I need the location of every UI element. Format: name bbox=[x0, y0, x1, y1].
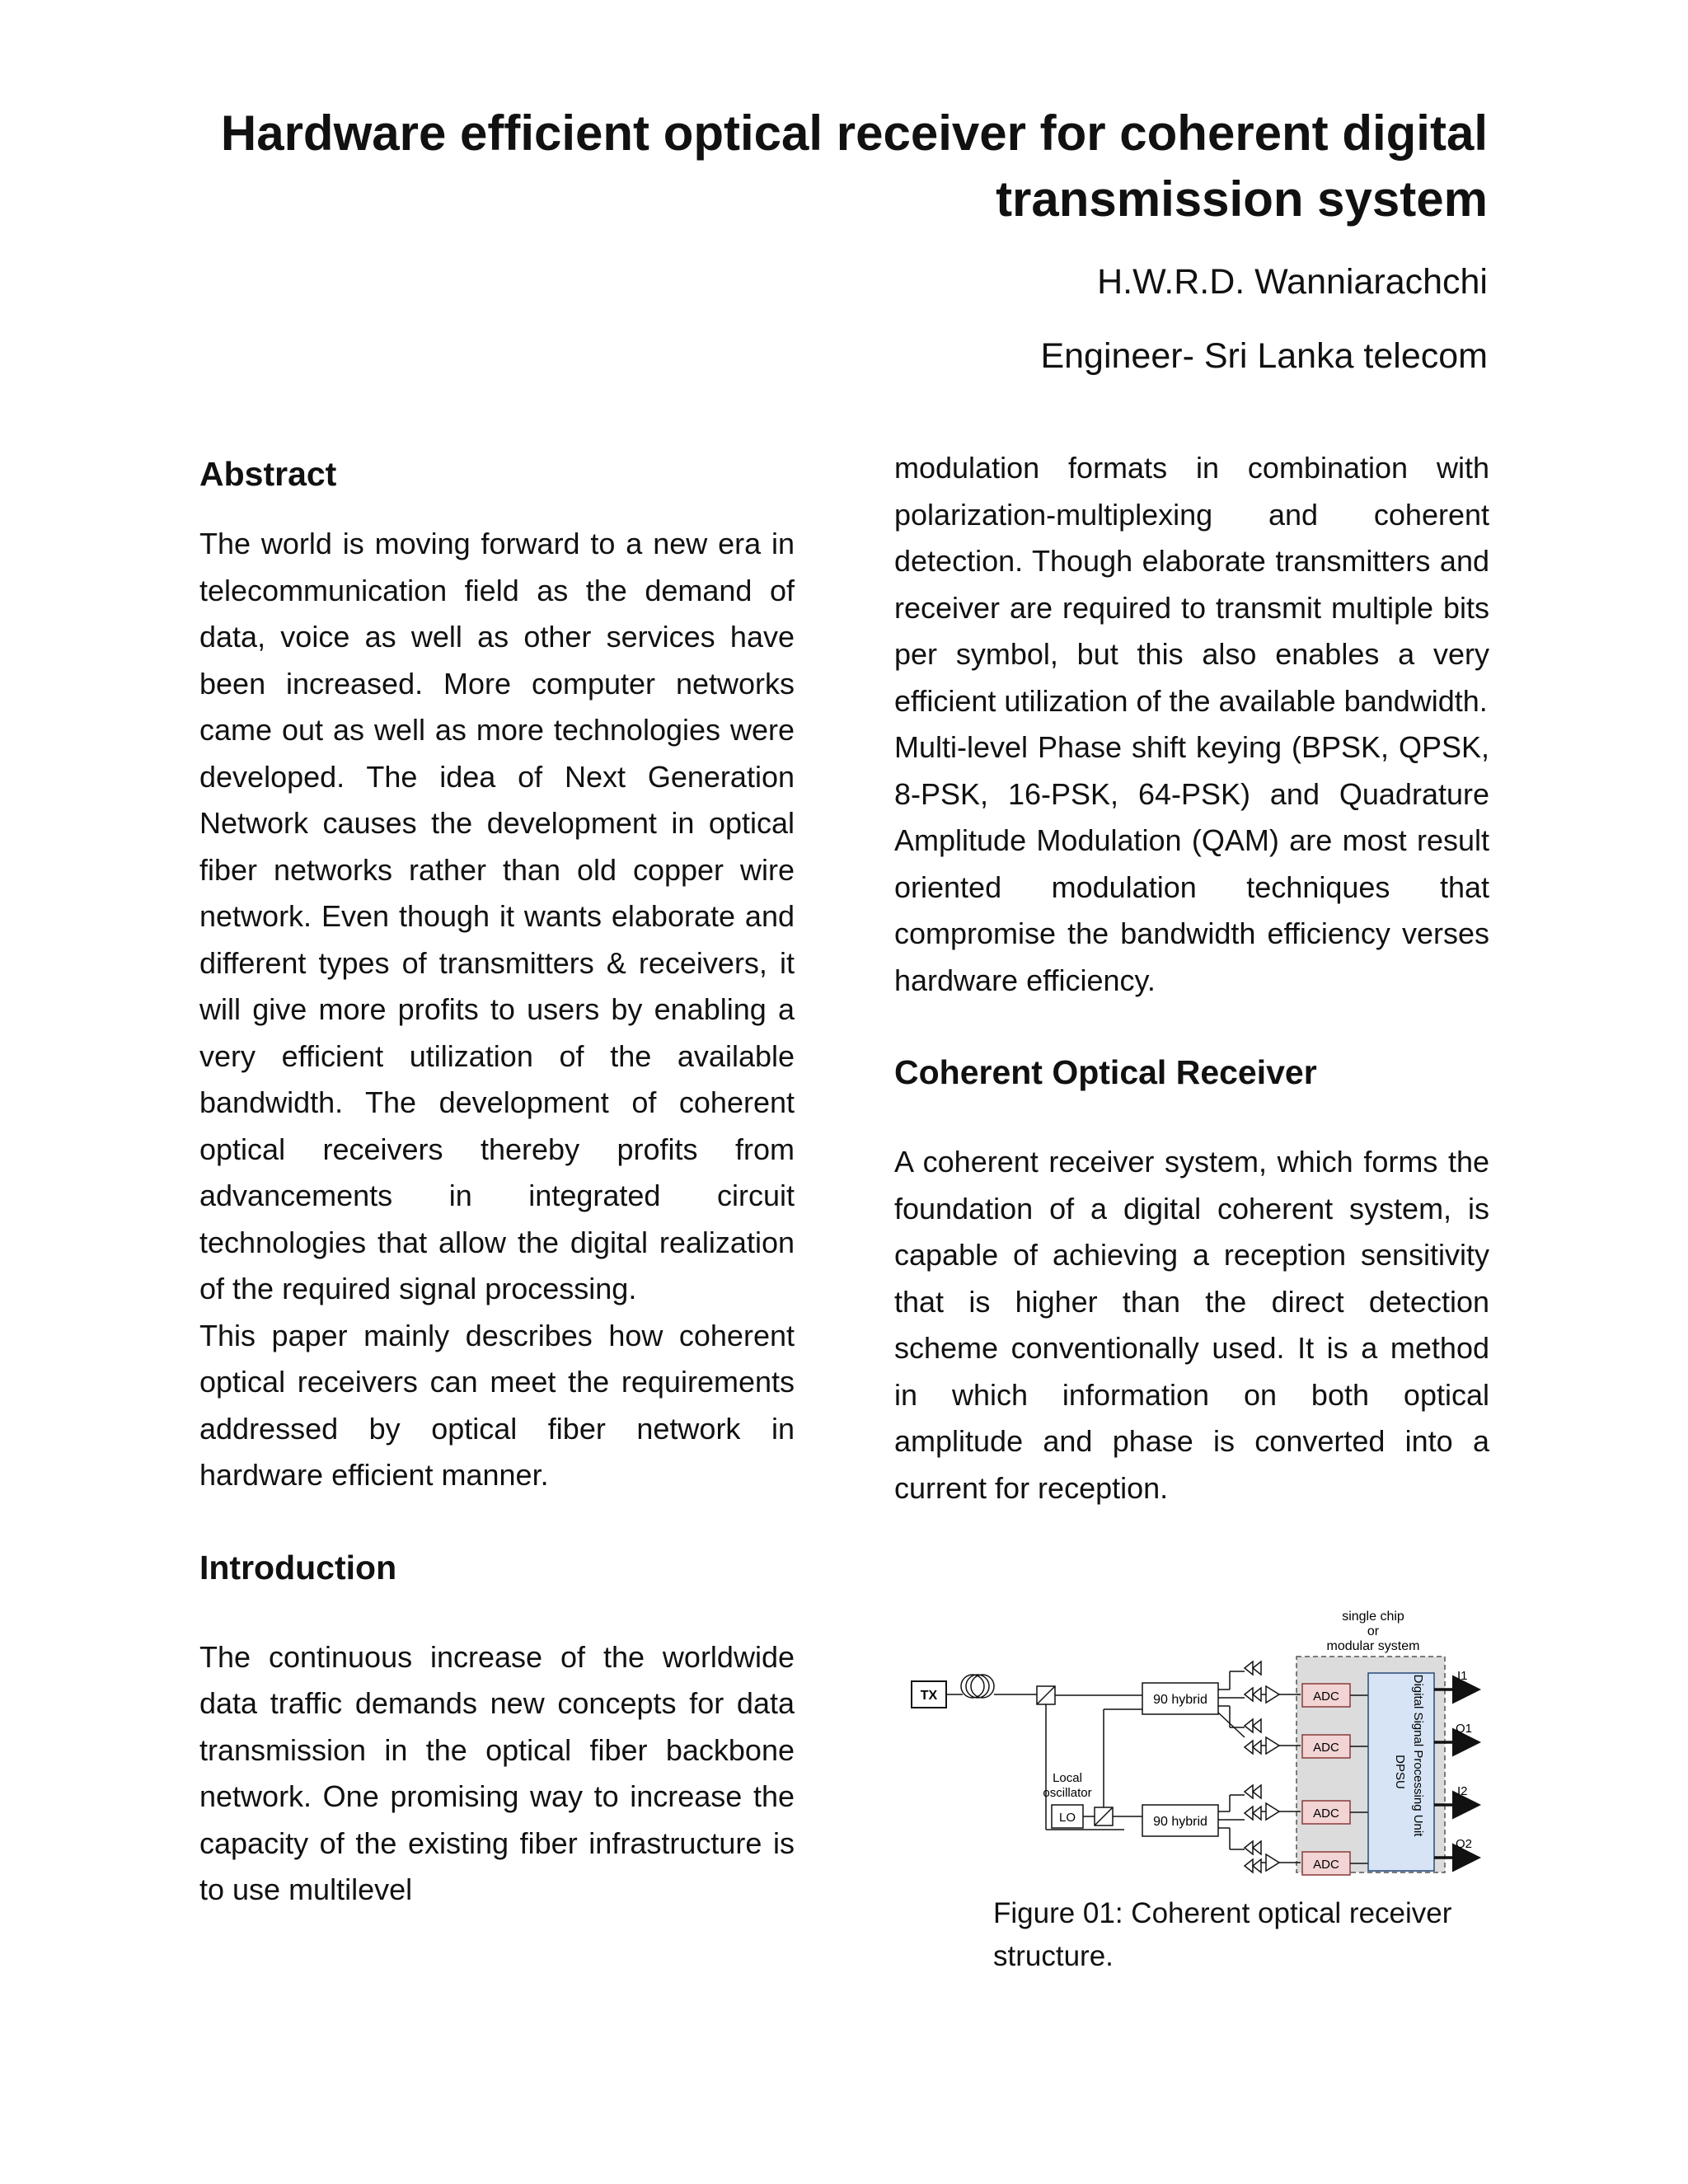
lo-label: LO bbox=[1058, 1811, 1076, 1825]
abstract-paragraph-1: The world is moving forward to a new era in telecommunication field as the demand of data, voice as well as other services have been increased. More computer networks came out as well as more technologies were developed. The idea of Next Generation Network causes the development in optical fiber networks rather than old copper wire network. Even though it wants elaborate and different types of transmitters & receivers, it will give more profits to users by enabling a very efficient utilization of the available bandwidth. The development of coherent optical receivers thereby profits from advancements in integrated circuit technologies that allow the digital realization of the required signal processing. bbox=[199, 527, 795, 1305]
chip-label-line3: modular system bbox=[1326, 1639, 1420, 1653]
adc-label-2: ADC bbox=[1313, 1741, 1339, 1755]
right-column bbox=[894, 445, 1489, 1511]
introduction-paragraph-right: modulation formats in combination with polarization-multiplexing and coherent detection. Though elaborate transmitters and receiver are required to transmit multiple bits per symbol, but this also enables a very efficient utilization of the available bandwidth. bbox=[894, 451, 1489, 718]
hybrid-bottom-label: 90 hybrid bbox=[1153, 1815, 1207, 1829]
dpsu-label-line2: Digital Signal Processing Unit bbox=[1411, 1674, 1425, 1837]
output-i2-label: I2 bbox=[1457, 1784, 1468, 1798]
chip-label-line2: or bbox=[1367, 1624, 1380, 1638]
adc-label-4: ADC bbox=[1313, 1858, 1339, 1872]
dpsu-label-line1: DPSU bbox=[1393, 1755, 1407, 1789]
receiver-figure bbox=[898, 1597, 1492, 1882]
adc-label-1: ADC bbox=[1313, 1690, 1339, 1704]
introduction-heading: Introduction bbox=[199, 1548, 397, 1586]
abstract-heading: Abstract bbox=[199, 455, 337, 493]
abstract-paragraph-2: This paper mainly describes how coherent optical receivers can meet the requirements addressed by optical fiber network in hardware efficient manner. bbox=[199, 1318, 795, 1492]
local-oscillator-line2: oscillator bbox=[1043, 1786, 1092, 1800]
output-q1-label: Q1 bbox=[1456, 1722, 1473, 1736]
author-name: H.W.R.D. Wanniarachchi bbox=[1097, 262, 1488, 302]
adc-label-3: ADC bbox=[1313, 1807, 1339, 1821]
left-column bbox=[199, 445, 795, 1914]
chip-label-line1: single chip bbox=[1342, 1610, 1404, 1624]
introduction-paragraph-2: Multi-level Phase shift keying (BPSK, QPSK, 8-PSK, 16-PSK, 64-PSK) and Quadrature Amplitude Modulation (QAM) are most result oriented modulation techniques that compromise the bandwidth efficiency verses hardware efficiency. bbox=[894, 730, 1489, 997]
photodiode-group-3-icon bbox=[1245, 1785, 1301, 1820]
photodiode-group-2-icon bbox=[1245, 1719, 1301, 1754]
hybrid-top-label: 90 hybrid bbox=[1153, 1693, 1207, 1707]
author-affiliation: Engineer- Sri Lanka telecom bbox=[1040, 336, 1488, 376]
coherent-receiver-paragraph: A coherent receiver system, which forms the foundation of a digital coherent system, is capable of achieving a reception sensitivity that is higher than the direct detection scheme conventionally used. It is a method in which information on both optical amplitude and phase is converted into a current for reception. bbox=[894, 1145, 1489, 1505]
local-oscillator-line1: Local bbox=[1053, 1771, 1082, 1785]
coherent-receiver-heading: Coherent Optical Receiver bbox=[894, 1053, 1317, 1091]
photodiode-group-1-icon bbox=[1245, 1661, 1301, 1703]
figure-caption: Figure 01: Coherent optical receiver structure. bbox=[993, 1897, 1452, 1972]
fiber-coil-icon bbox=[961, 1675, 994, 1698]
paper-title: Hardware efficient optical receiver for coherent digital transmission system bbox=[220, 105, 1488, 227]
receiver-diagram bbox=[898, 1597, 1492, 1882]
photodiode-group-4-icon bbox=[1245, 1841, 1301, 1872]
output-q2-label: Q2 bbox=[1456, 1837, 1473, 1851]
introduction-paragraph-left: The continuous increase of the worldwide data traffic demands new concepts for data transmission in the optical fiber backbone network. One promising way to increase the capacity of the existing fiber infrastructure is to use multilevel bbox=[199, 1639, 795, 1906]
tx-label: TX bbox=[920, 1689, 938, 1703]
output-i1-label: I1 bbox=[1457, 1669, 1468, 1683]
